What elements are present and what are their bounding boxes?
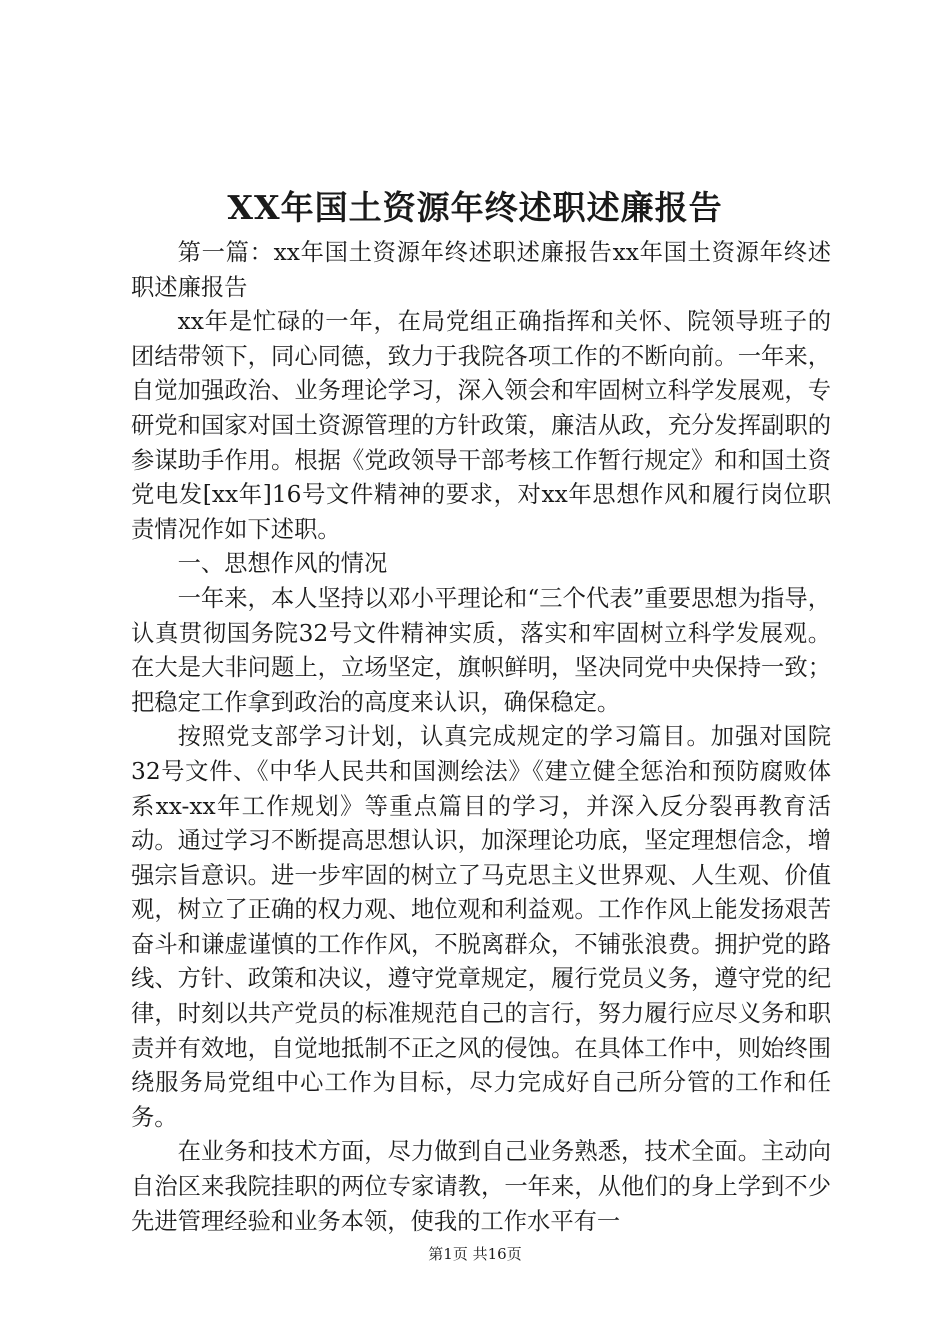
section-heading: 一、思想作风的情况 bbox=[177, 550, 388, 578]
document-title: XX年国土资源年终述职述廉报告 bbox=[227, 188, 723, 227]
paragraph-overview: xx年是忙碌的一年，在局党组正确指挥和关怀、院领导班子的团结带领下，同心同德，致力于我院各项工作的不断向前。一年来，自觉加强政治、业务理论学习，深入领会和牢固树立科学发展观，专研党和国家对国土资源管理的方针政策，廉洁从政，充分发挥副职的参谋助手作用。根据《党政领导干部考核工作暂行规定》和和国土资党电发[xx年]16号文件精神的要求，对xx年思想作风和履行岗位职责情况作如下述职。 bbox=[131, 308, 831, 543]
paragraph-intro: 第一篇：xx年国土资源年终述职述廉报告xx年国土资源年终述职述廉报告 bbox=[131, 239, 831, 301]
paragraph-ideology: 一年来，本人坚持以邓小平理论和“三个代表”重要思想为指导，认真贯彻国务院32号文件精神实质，落实和牢固树立科学发展观。在大是大非问题上，立场坚定，旗帜鲜明，坚决同党中央保持一致；把稳定工作拿到政治的高度来认识，确保稳定。 bbox=[131, 584, 831, 716]
paragraph-technical: 在业务和技术方面，尽力做到自己业务熟悉，技术全面。主动向自治区来我院挂职的两位专家请教，一年来，从他们的身上学到不少先进管理经验和业务本领，使我的工作水平有一 bbox=[131, 1138, 831, 1235]
document-body bbox=[131, 236, 831, 1239]
paragraph-study: 按照党支部学习计划，认真完成规定的学习篇目。加强对国院32号文件、《中华人民共和国测绘法》《建立健全惩治和预防腐败体系xx-xx年工作规划》等重点篇目的学习，并深入反分裂再教育活动。通过学习不断提高思想认识，加深理论功底，坚定理想信念，增强宗旨意识。进一步牢固的树立了马克思主义世界观、人生观、价值观，树立了正确的权力观、地位观和利益观。工作作风上能发扬艰苦奋斗和谦虚谨慎的工作作风，不脱离群众，不铺张浪费。拥护党的路线、方针、政策和决议，遵守党章规定，履行党员义务，遵守党的纪律，时刻以共产党员的标准规范自己的言行，努力履行应尽义务和职责并有效地，自觉地抵制不正之风的侵蚀。在具体工作中，则始终围绕服务局党组中心工作为目标，尽力完成好自己所分管的工作和任务。 bbox=[131, 723, 831, 1131]
page-footer: 第1页 共16页 bbox=[428, 1245, 522, 1263]
